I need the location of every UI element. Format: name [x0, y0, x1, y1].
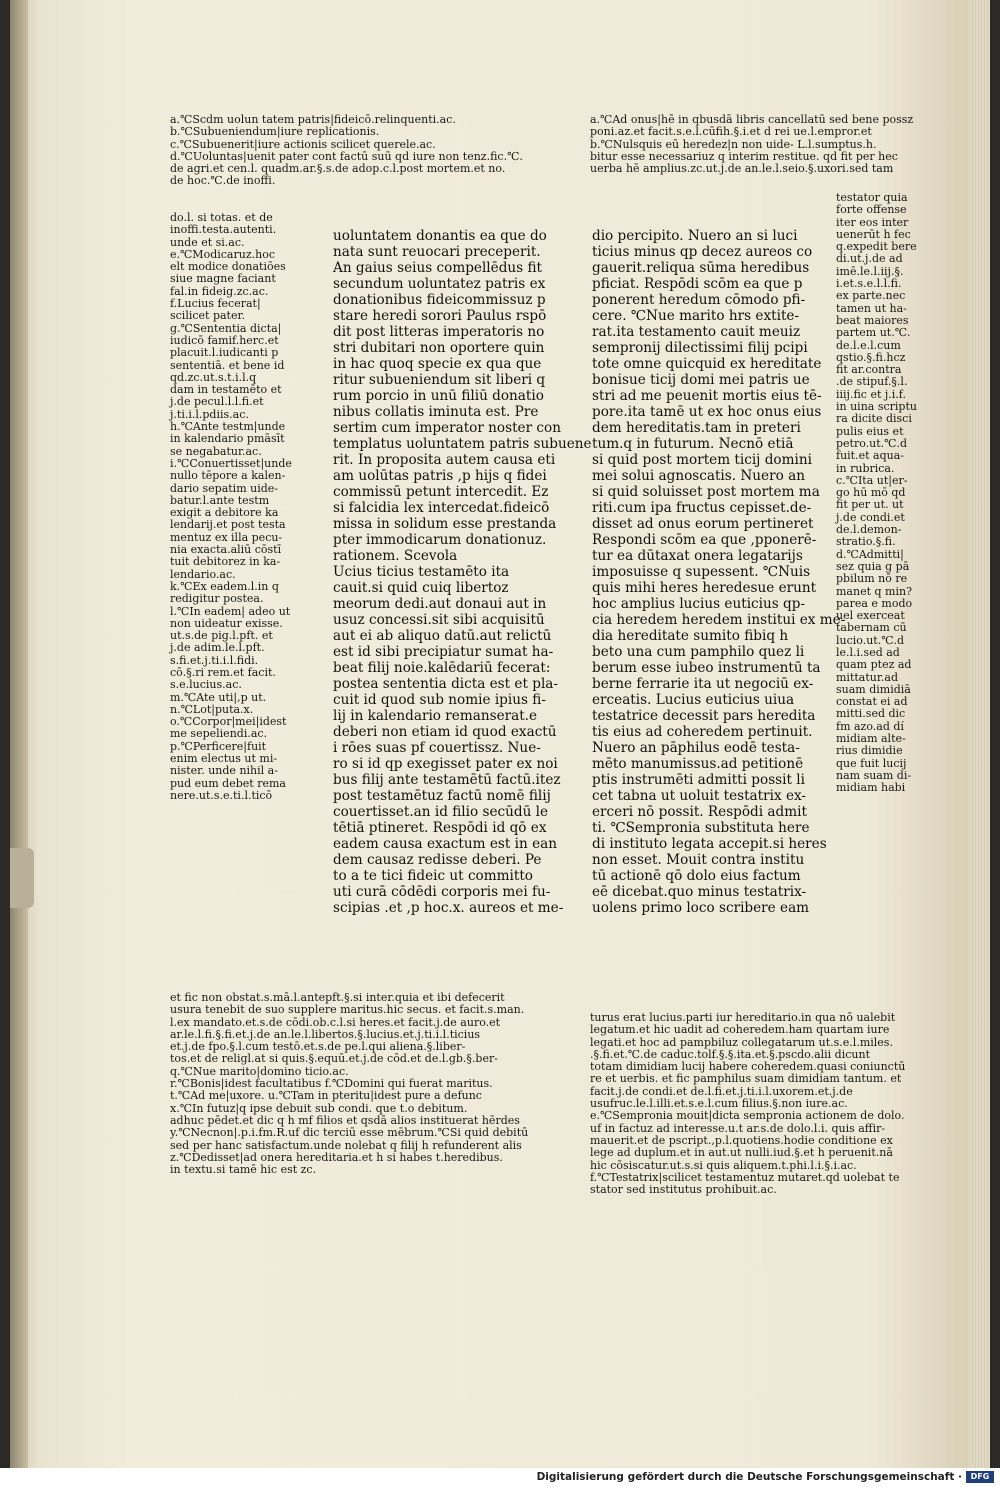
text-line: c.℃Ita ut|er- — [836, 473, 908, 487]
footer-bar — [0, 1468, 1000, 1487]
gloss-right — [836, 192, 936, 795]
text-line: in kalendario pmāsīt — [170, 432, 285, 446]
text-line: templatus uoluntatem patris subuene — [333, 436, 592, 452]
text-line: cia heredem heredem institui ex me- — [592, 612, 846, 628]
text-line: mei solui agnoscatis. Nuero an — [592, 468, 805, 484]
text-line: i.℃Conuertisset|unde — [170, 456, 292, 470]
text-line: manet q min? — [836, 584, 912, 598]
text-line: siue magne faciant — [170, 272, 276, 286]
text-line: b.℃Nulsquis eū heredez|n non uide- L.l.sumptus.h. — [590, 137, 877, 151]
text-line: j.de condi.et — [836, 510, 905, 524]
text-line: .de stipuf.§.l. — [836, 375, 908, 389]
text-line: y.℃Necnon|.p.i.fm.R.uf dic terciū esse mēbrum.℃Si quid debitū — [170, 1126, 529, 1140]
text-line: imposuisse q supessent. ℃Nuis — [592, 564, 811, 580]
text-line: i rōes suas pf couertissz. Nue- — [333, 740, 541, 756]
text-line: tote omne quicquid ex hereditate — [592, 356, 822, 372]
text-line: tū actionē qō dolo eius factum — [592, 868, 801, 884]
text-line: stri dubitari non oportere quin — [333, 340, 545, 356]
text-line: lendario.ac. — [170, 567, 236, 581]
text-line: k.℃Ex eadem.l.in q — [170, 579, 279, 593]
text-line: gauerit.reliqua sūma heredibus — [592, 260, 810, 276]
text-line: si quid post mortem ticij domini — [592, 452, 812, 468]
text-line: hoc amplius lucius euticius qp- — [592, 596, 806, 612]
text-line: me sepeliendi.ac. — [170, 727, 268, 741]
text-line: cuit id quod sub nomie ipius fi- — [333, 692, 546, 708]
text-line: d.℃Admitti| — [836, 547, 904, 561]
text-line: nam suam di- — [836, 768, 912, 782]
text-line: ut.s.de pig.l.pft. et — [170, 629, 273, 643]
text-line: iudicō famif.herc.et — [170, 333, 279, 347]
text-line: rit. In proposita autem causa eti — [333, 452, 556, 468]
text-line: dario sepatim uide- — [170, 481, 278, 495]
text-line: in textu.si tamē hic est zc. — [170, 1163, 317, 1177]
text-line: s.fi.et.j.ti.i.l.fidi. — [170, 653, 259, 667]
text-line: uel exerceat — [836, 609, 905, 623]
page-clip — [10, 848, 34, 908]
text-line: dam in testamēto et — [170, 383, 282, 397]
text-line: unde et si.ac. — [170, 235, 245, 249]
text-line: placuit.l.iudicanti p — [170, 346, 279, 360]
text-line: legatum.et hic uadit ad coheredem.ham quartam iure — [590, 1023, 890, 1037]
text-line: ra dicite disci — [836, 412, 912, 426]
text-line: fit per ut. ut — [836, 498, 904, 512]
text-line: missa in solidum esse prestanda — [333, 516, 557, 532]
text-line: l.℃In eadem| adeo ut — [170, 604, 291, 618]
text-line: s.e.lucius.ac. — [170, 678, 242, 692]
text-line: lij in kalendario remanserat.e — [333, 708, 538, 724]
text-line: rationem. Scevola — [333, 548, 458, 564]
text-line: nata sunt reuocari preceperit. — [333, 244, 541, 260]
footer-text: Digitalisierung gefördert durch die Deutsche Forschungsgemeinschaft · — [536, 1471, 962, 1483]
text-line: parea e modo — [836, 596, 913, 610]
gloss-left — [170, 212, 310, 802]
text-line: dio percipito. Nuero an si luci — [592, 228, 798, 244]
text-line: forte offense — [836, 203, 907, 217]
text-line: qd.zc.ut.s.t.i.l.q — [170, 370, 257, 384]
text-line: usura tenebit de suo supplere maritus.hic secus. et facit.s.man. — [170, 1003, 525, 1017]
text-line: tuit debitorez in ka- — [170, 555, 281, 569]
text-line: exigit a debitore ka — [170, 506, 279, 520]
text-line: cet tabna ut uoluit testatrix ex- — [592, 788, 807, 804]
text-line: pficiat. Respōdi scōm ea que p — [592, 276, 803, 292]
gloss-bottom-right — [590, 1012, 930, 1196]
text-line: fal.in fideig.zc.ac. — [170, 284, 269, 298]
text-line: nibus collatis iminuta est. Pre — [333, 404, 539, 420]
text-line: uerba hē amplius.zc.ut.j.de an.le.l.seio.§.uxori.sed tam — [590, 162, 894, 176]
text-line: batur.l.ante testm — [170, 493, 270, 507]
text-line: non esset. Mouit contra institu — [592, 852, 805, 868]
text-line: hic cōsiscatur.ut.s.si quis aliquem.t.phi.l.i.§.i.ac. — [590, 1158, 857, 1172]
text-line: pud eum debet rema — [170, 776, 286, 790]
text-line: rius dimidie — [836, 744, 903, 758]
text-line: partem ut.℃. — [836, 326, 911, 340]
text-line: post testamētuz factū nomē filij — [333, 788, 551, 804]
text-line: do.l. si totas. et de — [170, 211, 273, 224]
text-line: An gaius seius compellēdus fit — [333, 260, 542, 276]
text-line: turus erat lucius.parti iur hereditario.in qua nō ualebit — [590, 1011, 896, 1024]
text-line: in hac quoq specie ex qua que — [333, 356, 542, 372]
text-line: h.℃Ante testm|unde — [170, 420, 286, 434]
text-line: scilicet pater. — [170, 309, 246, 323]
text-line: lege ad duplum.et in aut.ut nulli.iud.§.et h peruenit.nā — [590, 1146, 893, 1160]
text-line: mittatur.ad — [836, 670, 898, 684]
text-line: que fuit lucij — [836, 756, 907, 770]
gloss-top-left — [170, 114, 580, 188]
text-line: deberi non etiam id quod exactū — [333, 724, 557, 740]
text-line: bitur esse necessariuz q interim restitue. qd fit per hec — [590, 149, 898, 163]
text-line: bus filij ante testamētū factū.itez — [333, 772, 561, 788]
text-line: Ucius ticius testamēto ita — [333, 564, 510, 580]
text-line: a.℃Ad onus|hē in qbusdā libris cancellatū sed bene possz — [590, 113, 914, 126]
text-line: stare heredi sorori Paulus rspō — [333, 308, 547, 324]
gloss-bottom-left — [170, 992, 570, 1176]
text-line: tur ea dūtaxat onera legatarijs — [592, 548, 803, 564]
text-line: tum.q in futurum. Necnō etiā — [592, 436, 794, 452]
text-line: petro.ut.℃.d — [836, 436, 908, 450]
text-line: secundum uoluntatez patris ex — [333, 276, 546, 292]
text-line: .§.fi.et.℃.de caduc.tolf.§.§.ita.et.§.pscdo.alii dicunt — [590, 1047, 870, 1061]
text-line: cō.§.ri rem.et facit. — [170, 665, 276, 679]
text-line: bonisue ticij domi mei patris ue — [592, 372, 810, 388]
main-text-column-b — [592, 228, 846, 916]
text-line: rum porcio in unū filiū donatio — [333, 388, 544, 404]
text-line: adhuc pēdet.et dic q h mf filios et qsdā alios instituerat hērdes — [170, 1113, 520, 1127]
text-line: n.℃Lot|puta.x. — [170, 702, 254, 716]
text-line: q.expedit bere — [836, 240, 917, 254]
text-line: non uideatur exisse. — [170, 616, 283, 630]
text-line: nere.ut.s.e.ti.l.ticō — [170, 788, 273, 802]
text-line: tamen ut ha- — [836, 301, 907, 315]
text-line: d.℃Uoluntas|uenit pater cont factū suū qd iure non tenz.fic.℃. — [170, 149, 523, 163]
text-line: uoluntatem donantis ea que do — [333, 228, 547, 244]
text-line: pter immodicarum donationuz. — [333, 532, 547, 548]
text-line: l.ex mandato.et.s.de cōdi.ob.c.l.si heres.et facit.j.de auro.et — [170, 1015, 501, 1029]
text-line: ritur subueniendum sit liberi q — [333, 372, 546, 388]
text-line: totam dimidiam lucij habere coheredem.quasi coniunctū — [590, 1060, 906, 1074]
text-line: di.ut.j.de ad — [836, 252, 903, 266]
text-line: in uina scriptu — [836, 400, 917, 414]
text-line: pbilum nō re — [836, 572, 908, 586]
main-text-column-a — [333, 228, 592, 916]
text-line: tabernam cū — [836, 621, 907, 635]
text-line: elt modice donatiōes — [170, 260, 286, 274]
text-line: j.de adim.le.l.pft. — [170, 641, 265, 655]
book-spine — [10, 0, 28, 1468]
text-line: iiij.fic et j.i.f. — [836, 387, 906, 401]
text-line: ticius minus qp decez aureos co — [592, 244, 813, 260]
text-line: a.℃Scdm uolun tatem patris|fideicō.relinquenti.ac. — [170, 113, 456, 126]
text-line: scipias .et ,p hoc.x. aureos et me- — [333, 900, 564, 916]
text-line: si falcidia lex intercedat.fideicō — [333, 500, 550, 516]
text-line: t.℃Ad me|uxore. u.℃Tam in pteritu|idest pure a defunc — [170, 1089, 482, 1103]
text-line: et.j.de fpo.§.l.cum testō.et.s.de pe.l.qui aliena.§.liber- — [170, 1040, 466, 1054]
text-line: fm azo.ad dí — [836, 719, 904, 733]
text-line: meorum dedi.aut donaui aut in — [333, 596, 547, 612]
text-line: quam ptez ad — [836, 658, 912, 672]
text-line: am uolūtas patris ,p hijs q fidei — [333, 468, 547, 484]
text-line: enim electus ut mi- — [170, 752, 278, 766]
text-line: z.℃Dedisset|ad onera hereditaria.et h si habes t.heredibus. — [170, 1150, 503, 1164]
text-line: ti. ℃Sempronia substituta here — [592, 820, 810, 836]
text-line: berne ferrarie ita ut negociū ex- — [592, 676, 814, 692]
text-line: stator sed institutus prohibuit.ac. — [590, 1183, 777, 1197]
text-line: sez quia g pā — [836, 559, 910, 573]
text-line: mēto manumissus.ad petitionē — [592, 756, 804, 772]
text-line: berum esse iubeo instrumentū ta — [592, 660, 821, 676]
text-line: uf in factuz ad interesse.u.t ar.s.de dolo.l.i. quis affir- — [590, 1121, 886, 1135]
text-line: f.℃Testatrix|scilicet testamentuz mutaret.qd uolebat te — [590, 1170, 900, 1184]
text-line: ex parte.nec — [836, 289, 906, 303]
text-line: poni.az.et facit.s.e.l.cūfih.§.i.et d rei ue.l.empror.et — [590, 125, 872, 139]
text-line: o.℃Corpor|mei|idest — [170, 715, 287, 729]
text-line: se negabatur.ac. — [170, 444, 262, 458]
text-line: e.℃Sempronia mouit|dicta sempronia actionem de dolo. — [590, 1109, 905, 1123]
text-line: c.℃Subuenerit|iure actionis scilicet querele.ac. — [170, 137, 436, 151]
text-line: mauerit.et de pscript.,p.l.quotiens.hodie conditione ex — [590, 1133, 893, 1147]
text-line: ponerent heredum cōmodo pfi- — [592, 292, 806, 308]
text-line: b.℃Subueniendum|iure replicationis. — [170, 125, 380, 139]
text-line: quis mihi heres heredesue erunt — [592, 580, 817, 596]
text-line: disset ad onus eorum pertineret — [592, 516, 814, 532]
text-line: tis eius ad coheredem pertinuit. — [592, 724, 813, 740]
text-line: Nuero an pāphilus eodē testa- — [592, 740, 800, 756]
text-line: pore.ita tamē ut ex hoc onus eius — [592, 404, 822, 420]
text-line: lucio.ut.℃.d — [836, 633, 905, 647]
text-line: sempronij dilectissimi filij pcipi — [592, 340, 808, 356]
text-line: mentuz ex illa pecu- — [170, 530, 283, 544]
text-line: si quid soluisset post mortem ma — [592, 484, 820, 500]
text-line: postea sententia dicta est et pla- — [333, 676, 559, 692]
text-line: g.℃Sententia dicta| — [170, 321, 282, 335]
text-line: beto una cum pamphilo quez li — [592, 644, 805, 660]
text-line: pulis eius et — [836, 424, 904, 438]
text-line: p.℃Perficere|fuit — [170, 739, 267, 753]
text-line: ar.le.l.fi.§.fi.et.j.de an.le.l.libertos.§.lucius.et.j.ti.i.l.ticius — [170, 1027, 481, 1041]
page-edges — [968, 0, 990, 1468]
text-line: est id sibi precipiatur sumat ha- — [333, 644, 554, 660]
text-line: eadem causa exactum est in ean — [333, 836, 557, 852]
dfg-logo: DFG — [966, 1471, 994, 1483]
text-line: tētiā ptineret. Respōdi id qō ex — [333, 820, 547, 836]
text-line: stratio.§.fi. — [836, 535, 896, 549]
text-line: j.de pecul.l.l.fi.et — [170, 395, 264, 409]
text-line: usufruc.le.l.illi.et.s.e.l.cum filius.§.non iure.ac. — [590, 1097, 848, 1111]
text-line: beat filij noie.kalēdariū fecerat: — [333, 660, 551, 676]
text-line: facit.j.de condi.et de.l.fi.et.j.ti.i.l.uxorem.et.j.de — [590, 1084, 853, 1098]
text-line: e.℃Modicaruz.hoc — [170, 247, 275, 261]
gloss-top-right — [590, 114, 930, 175]
text-line: midiam alte- — [836, 732, 906, 746]
text-line: x.℃In futuz|q ipse debuit sub condi. que t.o debitum. — [170, 1101, 468, 1115]
text-line: de.l.e.l.cum — [836, 338, 901, 352]
text-line: dem hereditatis.tam in preteri — [592, 420, 801, 436]
text-line: mitti.sed dic — [836, 707, 906, 721]
text-line: ro si id qp exegisset pater ex noi — [333, 756, 558, 772]
text-line: r.℃Bonis|idest facultatibus f.℃Domini qui fuerat maritus. — [170, 1077, 493, 1091]
text-line: erceatis. Lucius euticius uiua — [592, 692, 795, 708]
text-line: di instituto legata accepit.si heres — [592, 836, 827, 852]
text-line: et fic non obstat.s.mā.l.antepft.§.si inter.quia et ibi defecerit — [170, 991, 505, 1004]
text-line: erceri nō possit. Respōdi admit — [592, 804, 807, 820]
text-line: nia exacta.aliū cōstī — [170, 543, 282, 557]
text-line: fit ar.contra — [836, 363, 902, 377]
text-line: dem causaz redisse deberi. Pe — [333, 852, 542, 868]
text-line: riti.cum ipa fructus cepisset.de- — [592, 500, 812, 516]
text-line: couertisset.an id filio secūdū le — [333, 804, 549, 820]
text-line: constat ei ad — [836, 695, 908, 709]
text-line: cauit.si quid cuiq libertoz — [333, 580, 509, 596]
text-line: midiam habi — [836, 781, 906, 795]
text-line: dia hereditate sumito fibiq h — [592, 628, 789, 644]
text-line: sertim cum imperator noster con — [333, 420, 561, 436]
text-line: suam dimidiā — [836, 682, 911, 696]
text-line: Respondi scōm ea que ,pponerē- — [592, 532, 817, 548]
text-line: sed per hanc satisfactum.unde nolebat q filij h refunderent alis — [170, 1138, 522, 1152]
text-line: de hoc.℃.de inoffi. — [170, 174, 276, 188]
text-line: stri ad me peuenit mortis eius tē- — [592, 388, 822, 404]
text-line: iter eos inter — [836, 215, 909, 229]
text-line: commissū petunt intercedit. Ez — [333, 484, 549, 500]
text-line: donationibus fideicommissuz p — [333, 292, 546, 308]
text-line: fuit.et aqua- — [836, 449, 904, 463]
text-line: j.ti.i.l.pdiis.ac. — [170, 407, 249, 421]
text-line: de.l.demon- — [836, 523, 902, 537]
text-line: usuz concessi.sit sibi acquisitū — [333, 612, 545, 628]
text-line: lendarij.et post testa — [170, 518, 286, 532]
text-line: aut ei ab aliquo datū.aut relictū — [333, 628, 552, 644]
text-line: to a te tici fideic ut committo — [333, 868, 533, 884]
text-line: qstio.§.fi.hcz — [836, 350, 906, 364]
text-line: cere. ℃Nue marito hrs extite- — [592, 308, 800, 324]
text-line: f.Lucius fecerat| — [170, 297, 261, 311]
text-line: tos.et de religl.at si quis.§.equū.et.j.de cōd.et de.l.gb.§.ber- — [170, 1052, 498, 1066]
text-line: beat maiores — [836, 313, 909, 327]
text-line: eē dicebat.quo minus testatrix- — [592, 884, 807, 900]
text-line: ptis instrumēti admitti possit li — [592, 772, 805, 788]
text-line: go hū mō qd — [836, 486, 906, 500]
text-line: dit post litteras imperatoris no — [333, 324, 545, 340]
text-line: de agri.et cen.l. quadm.ar.§.s.de adop.c.l.post mortem.et no. — [170, 162, 506, 176]
text-line: nister. unde nihil a- — [170, 764, 278, 778]
text-line: i.et.s.e.l.l.fi. — [836, 277, 902, 291]
text-line: sententiā. et bene id — [170, 358, 285, 372]
text-line: legati.et hoc ad pampbiluz collegatarum ut.s.e.l.miles. — [590, 1035, 893, 1049]
text-line: redigitur postea. — [170, 592, 264, 606]
text-line: re et uerbis. et fic pamphilus suam dimidiam tantum. et — [590, 1072, 902, 1086]
text-line: le.l.i.sed ad — [836, 645, 900, 659]
text-line: imē.le.l.iij.§. — [836, 264, 904, 278]
text-line: rat.ita testamento cauit meuiz — [592, 324, 801, 340]
book-page — [10, 0, 990, 1468]
text-line: nullo tēpore a kalen- — [170, 469, 286, 483]
text-line: testator quia — [836, 191, 908, 204]
text-line: q.℃Nue marito|domino ticio.ac. — [170, 1064, 349, 1078]
text-line: inoffi.testa.autenti. — [170, 223, 277, 237]
text-line: in rubrica. — [836, 461, 895, 475]
text-line: uolens primo loco scribere eam — [592, 900, 810, 916]
text-line: uti curā cōdēdi corporis mei fu- — [333, 884, 551, 900]
text-line: uenerūt h fec — [836, 227, 911, 241]
text-line: testatrice decessit pars heredita — [592, 708, 816, 724]
text-line: m.℃Ate uti|,p ut. — [170, 690, 267, 704]
